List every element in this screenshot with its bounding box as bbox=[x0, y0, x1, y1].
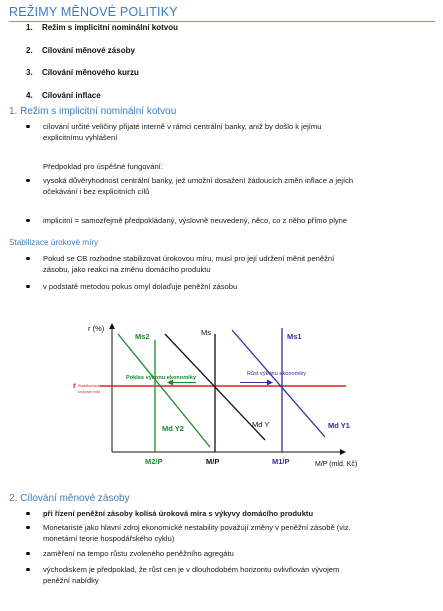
section1-heading: 1. Režim s implicitní nominální kotvou bbox=[9, 106, 177, 117]
section2-bullet-2: Monetaristé jako hlavní zdroj ekonomické nestability považují změny v peněžní zásobě (viz. monetární teorie hospodářského cyklu) bbox=[43, 522, 351, 544]
bullet-dot bbox=[26, 285, 30, 289]
section1-prerequisite: Předpoklad pro úspěšné fungování: bbox=[43, 162, 163, 171]
bullet-dot bbox=[26, 512, 30, 516]
rate-sublabel-2: úroková míra bbox=[78, 390, 101, 394]
toc-item: 2. Cílování měnové zásoby bbox=[26, 45, 135, 55]
annotation-decline: Pokles výkonu ekonomiky bbox=[126, 375, 196, 381]
annotation-growth: Růst výkonu ekonomiky bbox=[247, 371, 307, 377]
stabilization-bullet-2: v podstatě metodou pokus omyl dolaďuje peněžní zásobu bbox=[43, 281, 237, 292]
label-md-y1: Md Y1 bbox=[328, 421, 350, 430]
section2-bullet-4: východiskem je předpoklad, že růst cen je v dlouhodobém horizontu ovlivňován vývojem peněžní nabídky bbox=[43, 564, 339, 586]
label-ms2: Ms2 bbox=[135, 332, 150, 341]
bullet-dot bbox=[26, 219, 30, 223]
section1-bullet-3: implicitní = samozřejmě předpokládaný, výslovně neuvedený, něco, co z něho přímo plyne bbox=[43, 215, 347, 226]
rate-sublabel-1: Stabilizovaná bbox=[78, 384, 101, 388]
label-md-y2: Md Y2 bbox=[162, 424, 184, 433]
label-ms1: Ms1 bbox=[287, 332, 302, 341]
section1-bullet-1: cílování určité veličiny přijaté interně v rámci centrální banky, aniž by došlo k jejímu explicitnímu vyhlášení bbox=[43, 121, 321, 143]
label-md-y: Md Y bbox=[252, 420, 270, 429]
toc-item: 1. Režim s implicitní nominální kotvou bbox=[26, 23, 179, 32]
money-market-diagram bbox=[0, 312, 443, 492]
bullet-dot bbox=[26, 179, 30, 183]
bullet-dot bbox=[26, 568, 30, 572]
toc-item: 4. Cílování inflace bbox=[26, 90, 101, 100]
section2-bullet-1: při řízení peněžní zásoby kolísá úroková míra s výkyvy domácího produktu bbox=[43, 508, 313, 519]
rate-label: r bbox=[73, 381, 77, 390]
section2-heading: 2. Cílování měnové zásoby bbox=[9, 493, 130, 504]
toc-item: 3. Cílování měnového kurzu bbox=[26, 68, 139, 77]
stabilization-bullet-1: Pokud se CB rozhodne stabilizovat úrokovou míru, musí pro její udržení měnit peněžní zásobu, jako reakci na změnu domácího produktu bbox=[43, 253, 334, 275]
bullet-dot bbox=[26, 257, 30, 261]
y-axis-label: r (%) bbox=[88, 324, 105, 333]
demand-curve-md-y1 bbox=[232, 330, 325, 437]
tick-mp: M/P bbox=[206, 457, 220, 466]
bullet-dot bbox=[26, 552, 30, 556]
section2-bullet-3: zaměření na tempo růstu zvoleného peněžního agregátu bbox=[43, 548, 234, 559]
stabilization-heading: Stabilizace úrokové míry bbox=[9, 238, 99, 247]
section1-bullet-2: vysoká důvěryhodnost centrální banky, jež umožní dosažení žádoucích změn inflace a jejích očekávání i bez explicitních cílů bbox=[43, 175, 353, 197]
label-ms: Ms bbox=[201, 328, 211, 337]
bullet-dot bbox=[26, 125, 30, 129]
tick-m2p: M2/P bbox=[145, 457, 163, 466]
bullet-dot bbox=[26, 526, 30, 530]
table-of-contents bbox=[26, 22, 178, 112]
tick-m1p: M1/P bbox=[272, 457, 290, 466]
x-axis-label: M/P (mld. Kč) bbox=[315, 461, 358, 468]
page-title: REŽIMY MĚNOVÉ POLITIKY bbox=[9, 5, 178, 19]
